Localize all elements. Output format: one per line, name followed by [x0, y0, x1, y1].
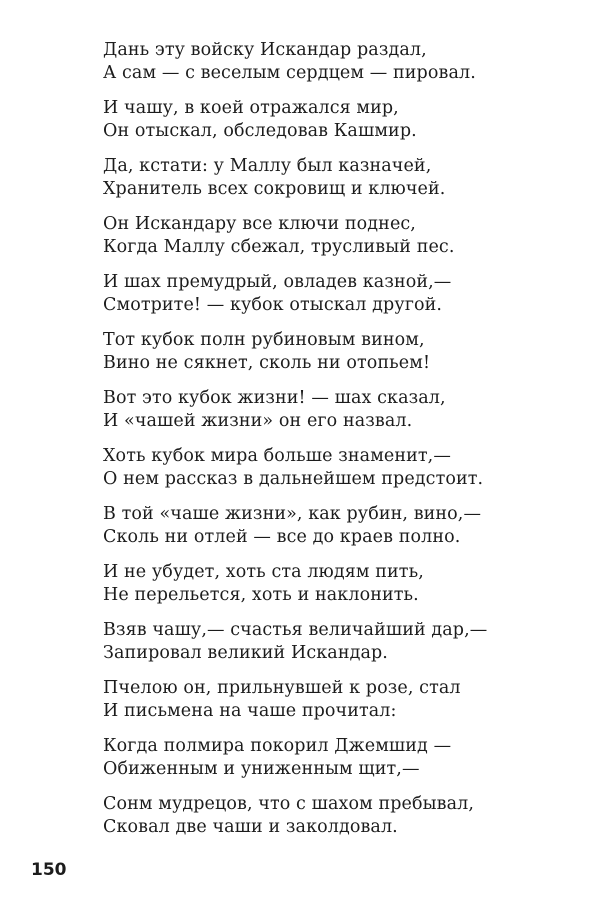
poem-line: Да, кстати: у Маллу был казначей,	[103, 156, 432, 176]
poem-line: Сколь ни отлей — все до краев полно.	[103, 527, 461, 547]
poem-line: Хоть кубок мира больше знаменит,—	[103, 446, 451, 466]
poem-line: А сам — с веселым сердцем — пировал.	[103, 63, 476, 83]
poem-line: Не перельется, хоть и наклонить.	[103, 585, 419, 605]
poem-line: О нем рассказ в дальнейшем предстоит.	[103, 469, 484, 489]
poem-line: Он отыскал, обследовав Кашмир.	[103, 121, 417, 141]
poem-line: И чашу, в коей отражался мир,	[103, 98, 399, 118]
page-number: 150	[31, 860, 67, 880]
poem-line: И не убудет, хоть ста людям пить,	[103, 562, 424, 582]
stanza	[103, 619, 543, 677]
poem-line: Когда Маллу сбежал, трусливый пес.	[103, 237, 455, 257]
poem-line: Вот это кубок жизни! — шах сказал,	[103, 388, 446, 408]
stanza	[103, 387, 543, 445]
poem-line: И шах премудрый, овладев казной,—	[103, 272, 452, 292]
stanza	[103, 793, 543, 851]
stanza	[103, 677, 543, 735]
stanza	[103, 329, 543, 387]
poem-line: Вино не сякнет, сколь ни отопьем!	[103, 353, 431, 373]
poem-line: Взяв чашу,— счастья величайший дар,—	[103, 620, 488, 640]
poem-line: Когда полмира покорил Джемшид —	[103, 736, 452, 756]
stanza	[103, 97, 543, 155]
stanza	[103, 735, 543, 793]
poem-line: Сонм мудрецов, что с шахом пребывал,	[103, 794, 475, 814]
poem-line: Пчелою он, прильнувшей к розе, стал	[103, 678, 461, 698]
poem-line: Смотрите! — кубок отыскал другой.	[103, 295, 443, 315]
poem-line: Дань эту войску Искандар раздал,	[103, 40, 427, 60]
stanza	[103, 39, 543, 97]
poem-line: В той «чаше жизни», как рубин, вино,—	[103, 504, 482, 524]
poem-line: Запировал великий Искандар.	[103, 643, 388, 663]
poem-line: Сковал две чаши и заколдовал.	[103, 817, 398, 837]
poem-text	[103, 39, 543, 851]
poem-line: И письмена на чаше прочитал:	[103, 701, 397, 721]
poem-line: И «чашей жизни» он его назвал.	[103, 411, 413, 431]
poem-line: Тот кубок полн рубиновым вином,	[103, 330, 425, 350]
stanza	[103, 155, 543, 213]
poem-line: Хранитель всех сокровищ и ключей.	[103, 179, 446, 199]
stanza	[103, 445, 543, 503]
poem-line: Он Искандару все ключи поднес,	[103, 214, 416, 234]
poem-line: Обиженным и униженным щит,—	[103, 759, 420, 779]
stanza	[103, 503, 543, 561]
stanza	[103, 271, 543, 329]
stanza	[103, 213, 543, 271]
stanza	[103, 561, 543, 619]
